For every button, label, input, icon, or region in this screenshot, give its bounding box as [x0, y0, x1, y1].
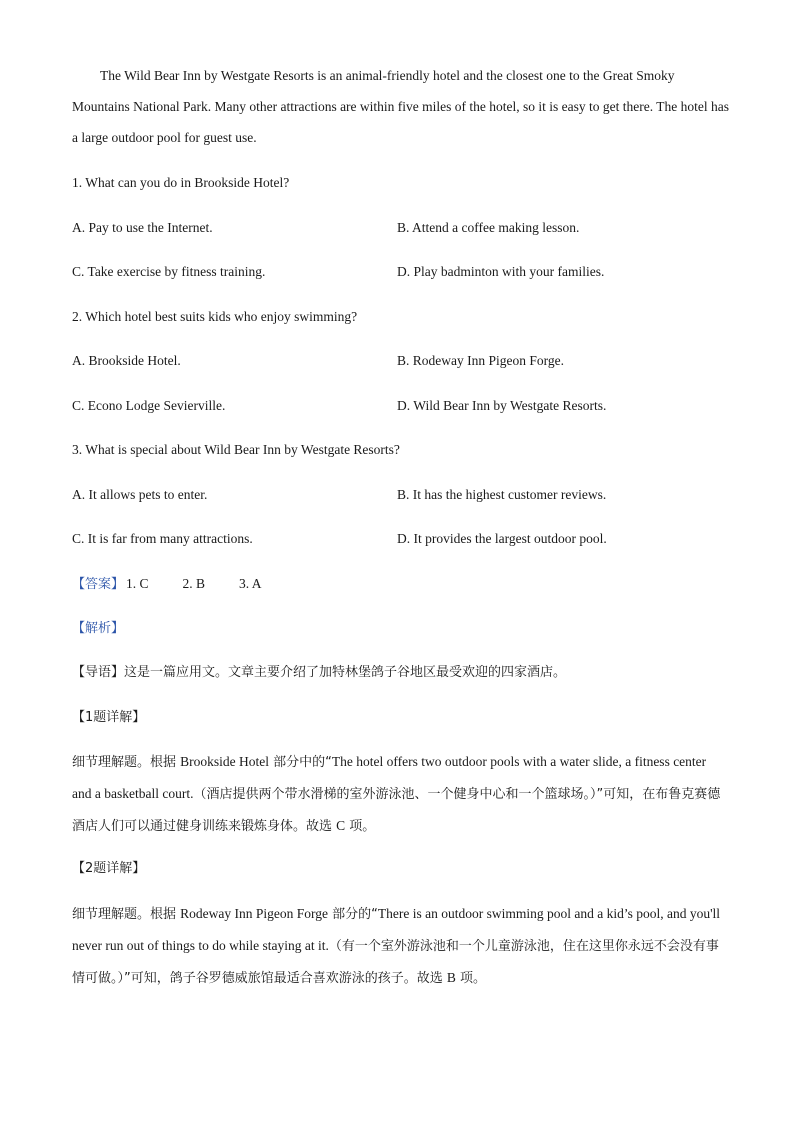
question-2-option-c: C. Econo Lodge Sevierville. [72, 398, 226, 413]
q2-detail-choice: B [446, 970, 456, 985]
q1-detail-quote: The hotel offers two outdoor pools with a water slide, a fitness center and a basketball court. [72, 754, 707, 801]
question-1-option-c: C. Take exercise by fitness training. [72, 264, 266, 279]
answer-item-1: 1. C [126, 576, 149, 591]
q1-detail-text-d: 项。 [345, 819, 376, 834]
guide-tag: 【导语】 [72, 665, 125, 680]
question-3-stem: 3. What is special about Wild Bear Inn by Westgate Resorts? [72, 442, 400, 457]
question-3-option-b: B. It has the highest customer reviews. [397, 487, 607, 502]
question-2-option-d: D. Wild Bear Inn by Westgate Resorts. [397, 398, 607, 413]
answer-item-2: 2. B [182, 576, 206, 591]
q1-detail-hotel-name: Brookside Hotel [180, 754, 270, 769]
q2-detail-text-d: 项。 [455, 971, 487, 986]
guide-line [72, 664, 566, 682]
question-1-option-b: B. Attend a coffee making lesson. [397, 220, 580, 235]
q2-detail-text-b: 部分的“ [328, 907, 378, 922]
passage-text: The Wild Bear Inn by Westgate Resorts is an animal-friendly hotel and the closest one to the Great Smoky Mountains National Park. Many other attractions are within five miles of the hotel, so it is easy to get there. The hotel has a large outdoor pool for guest use. [72, 68, 729, 145]
q1-detail-text-a: 细节理解题。根据 [72, 755, 181, 770]
question-2-option-b: B. Rodeway Inn Pigeon Forge. [397, 353, 564, 368]
q1-detail-tag: 【1题详解】 [72, 710, 146, 725]
q2-detail-hotel-name: Rodeway Inn Pigeon Forge [180, 906, 329, 921]
q1-detail-text-c: （酒店提供两个带水滑梯的室外游泳池、一个健身中心和一个篮球场。）”可知，在布鲁克赛德酒店人们可以通过健身训练来锻炼身体。故选 [72, 787, 721, 834]
q2-detail-text-a: 细节理解题。根据 [72, 907, 181, 922]
question-3-option-c: C. It is far from many attractions. [72, 531, 253, 546]
q2-detail-quote: There is an outdoor swimming pool and a kid’s pool, and you'll never run out of things to do while staying at it. [72, 906, 721, 953]
q2-detail-text-c: （有一个室外游泳池和一个儿童游泳池，住在这里你永远不会没有事情可做。）”可知，鸽子谷罗德威旅馆最适合喜欢游泳的孩子。故选 [72, 939, 719, 986]
question-3-option-a: A. It allows pets to enter. [72, 487, 208, 502]
q1-detail-text-b: 部分中的“ [269, 755, 332, 770]
question-2-stem: 2. Which hotel best suits kids who enjoy swimming? [72, 309, 358, 324]
q1-detail-choice: C [336, 818, 346, 833]
q2-detail-tag: 【2题详解】 [72, 861, 146, 876]
answer-item-3: 3. A [239, 576, 262, 591]
analysis-tag: 【解析】 [72, 621, 125, 636]
answer-tag: 【答案】 [72, 577, 125, 592]
passage-paragraph [72, 60, 732, 153]
question-1-option-a: A. Pay to use the Internet. [72, 220, 213, 235]
q2-detail-paragraph [72, 898, 728, 994]
question-3-option-d: D. It provides the largest outdoor pool. [397, 531, 607, 546]
question-2-option-a: A. Brookside Hotel. [72, 353, 181, 368]
guide-text: 这是一篇应用文。文章主要介绍了加特林堡鸽子谷地区最受欢迎的四家酒店。 [124, 665, 567, 680]
question-1-stem: 1. What can you do in Brookside Hotel? [72, 175, 290, 190]
answer-line [72, 575, 262, 594]
question-1-option-d: D. Play badminton with your families. [397, 264, 605, 279]
q1-detail-paragraph [72, 746, 728, 842]
